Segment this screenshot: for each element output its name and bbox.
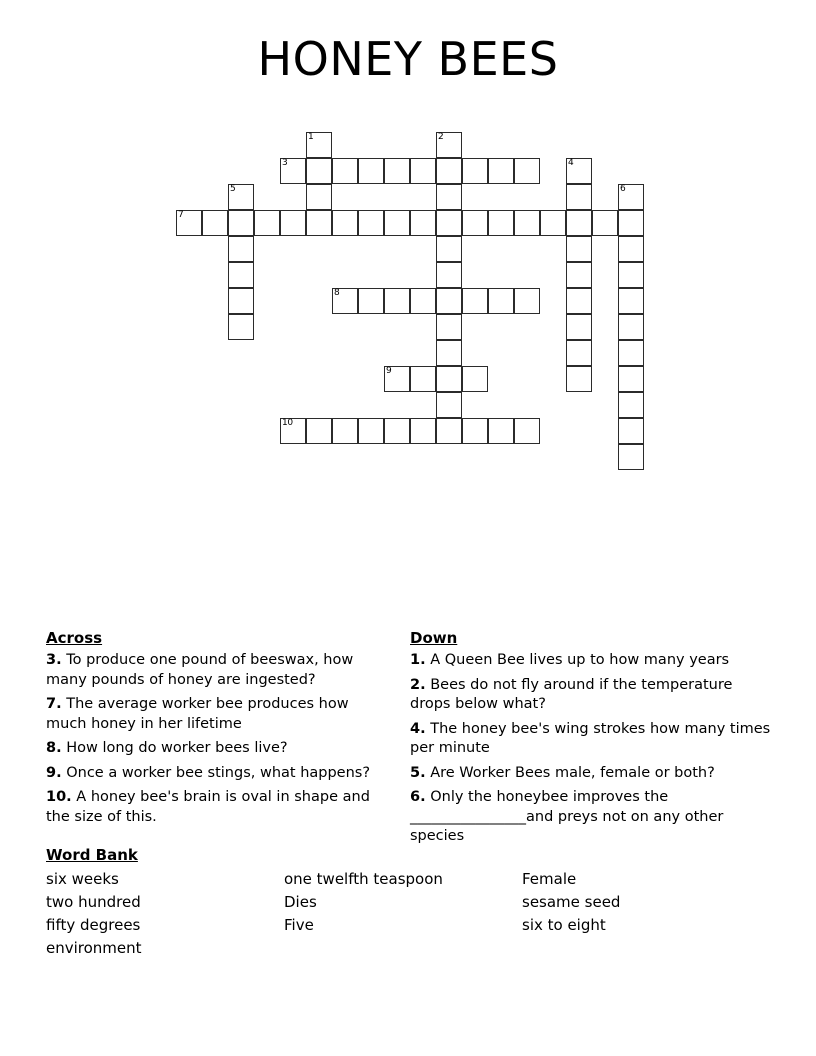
crossword-cell[interactable] — [410, 288, 436, 314]
clues-down-list — [410, 651, 772, 847]
crossword-cell[interactable] — [384, 210, 410, 236]
clue-item-down-1 — [410, 651, 772, 671]
crossword-cell-number: 4 — [568, 158, 574, 168]
crossword-cell[interactable] — [566, 314, 592, 340]
clue-number: 1. — [410, 652, 426, 668]
clue-item-across-9 — [46, 764, 390, 784]
crossword-cell[interactable] — [202, 210, 228, 236]
word-bank-word: Five — [284, 916, 314, 934]
clue-number: 5. — [410, 764, 426, 781]
crossword-cell[interactable] — [514, 288, 540, 314]
page-title: HONEY BEES — [257, 32, 559, 86]
crossword-cell[interactable] — [618, 184, 644, 210]
crossword-cell-number: 8 — [334, 288, 340, 298]
word-bank-word: two hundred — [46, 893, 141, 911]
crossword-cell[interactable] — [280, 210, 306, 236]
word-bank-columns — [46, 868, 776, 960]
clues-section — [0, 628, 816, 844]
crossword-cell[interactable] — [306, 210, 332, 236]
clues-down-column — [410, 628, 772, 852]
word-bank-word: environment — [46, 939, 142, 957]
crossword-cell[interactable] — [358, 418, 384, 444]
crossword-cell[interactable] — [228, 262, 254, 288]
clues-down-heading: Down — [410, 629, 458, 647]
crossword-cell[interactable] — [358, 210, 384, 236]
word-bank-column — [284, 868, 522, 960]
crossword-cell[interactable] — [514, 210, 540, 236]
word-bank-word: six to eight — [522, 916, 606, 934]
crossword-cell[interactable] — [384, 366, 410, 392]
crossword-cell[interactable] — [488, 418, 514, 444]
crossword-cell-number: 1 — [308, 132, 314, 142]
clue-text: Bees do not fly around if the temperature drops below what? — [410, 676, 733, 712]
crossword-cell[interactable] — [332, 288, 358, 314]
crossword-cell[interactable] — [228, 288, 254, 314]
word-bank-column — [46, 868, 284, 960]
clue-number: 8. — [46, 740, 62, 756]
clue-number: 9. — [46, 764, 62, 781]
crossword-cell[interactable] — [436, 392, 462, 418]
crossword-cell[interactable] — [176, 210, 202, 236]
clue-text: The honey bee's wing strokes how many times per minute — [410, 720, 771, 756]
crossword-cell[interactable] — [566, 340, 592, 366]
clue-text: Once a worker bee stings, what happens? — [61, 764, 371, 781]
crossword-cell[interactable] — [358, 288, 384, 314]
crossword-cell[interactable] — [618, 314, 644, 340]
word-bank-heading: Word Bank — [46, 846, 138, 864]
clue-text: To produce one pound of beeswax, how many pounds of honey are ingested? — [46, 652, 354, 688]
crossword-cell[interactable] — [384, 158, 410, 184]
word-bank-word: Dies — [284, 893, 317, 911]
crossword-cell-number: 10 — [282, 418, 293, 428]
crossword-cell[interactable] — [436, 314, 462, 340]
crossword-cell[interactable] — [228, 184, 254, 210]
crossword-cell[interactable] — [410, 210, 436, 236]
crossword-cell[interactable] — [618, 262, 644, 288]
crossword-cell[interactable] — [280, 418, 306, 444]
clue-item-down-5 — [410, 764, 772, 784]
crossword-cell[interactable] — [436, 340, 462, 366]
crossword-cell[interactable] — [488, 210, 514, 236]
crossword-cell[interactable] — [332, 210, 358, 236]
word-bank-word: Female — [522, 870, 577, 888]
clue-item-across-8 — [46, 739, 390, 759]
word-bank-word: sesame seed — [522, 893, 621, 911]
crossword-cell[interactable] — [566, 158, 592, 184]
crossword-cell[interactable] — [410, 418, 436, 444]
crossword-cell[interactable] — [488, 288, 514, 314]
crossword-cell[interactable] — [436, 158, 462, 184]
crossword-cell[interactable] — [514, 158, 540, 184]
clues-across-column — [46, 628, 390, 832]
crossword-cell[interactable] — [332, 418, 358, 444]
crossword-cell[interactable] — [410, 158, 436, 184]
clue-item-down-2 — [410, 676, 772, 715]
crossword-grid — [0, 0, 816, 500]
crossword-cell[interactable] — [306, 418, 332, 444]
crossword-cell[interactable] — [436, 184, 462, 210]
clue-number: 4. — [410, 720, 426, 737]
clue-text: Only the honeybee improves the ________________and preys not on any other species — [410, 789, 724, 844]
crossword-cell-number: 2 — [438, 132, 444, 142]
clue-number: 3. — [46, 652, 62, 668]
crossword-cell-number: 7 — [178, 210, 184, 220]
crossword-cell[interactable] — [254, 210, 280, 236]
crossword-cell[interactable] — [618, 392, 644, 418]
clue-item-down-4 — [410, 720, 772, 759]
crossword-cell[interactable] — [436, 288, 462, 314]
crossword-cell-number: 9 — [386, 366, 392, 376]
crossword-cell[interactable] — [618, 366, 644, 392]
crossword-cell[interactable] — [228, 314, 254, 340]
clue-text: A honey bee's brain is oval in shape and the size of this. — [46, 789, 370, 825]
crossword-cell[interactable] — [514, 418, 540, 444]
crossword-cell-number: 6 — [620, 184, 626, 194]
crossword-cell[interactable] — [228, 236, 254, 262]
crossword-cell[interactable] — [332, 158, 358, 184]
crossword-cell[interactable] — [618, 236, 644, 262]
crossword-cell[interactable] — [618, 418, 644, 444]
crossword-cell[interactable] — [384, 288, 410, 314]
crossword-cell[interactable] — [410, 366, 436, 392]
crossword-cell[interactable] — [436, 210, 462, 236]
crossword-cell[interactable] — [488, 158, 514, 184]
crossword-cell[interactable] — [462, 288, 488, 314]
clues-across-list — [46, 651, 390, 827]
crossword-cell[interactable] — [618, 444, 644, 470]
clue-text: How long do worker bees live? — [61, 740, 288, 756]
clue-text: Are Worker Bees male, female or both? — [425, 764, 715, 781]
word-bank-column — [522, 868, 760, 960]
crossword-cell[interactable] — [436, 236, 462, 262]
word-bank-section — [46, 845, 776, 960]
crossword-cell[interactable] — [306, 184, 332, 210]
crossword-cell[interactable] — [436, 366, 462, 392]
crossword-cell[interactable] — [618, 210, 644, 236]
crossword-cell[interactable] — [566, 262, 592, 288]
word-bank-word: one twelfth teaspoon — [284, 870, 443, 888]
word-bank-word: six weeks — [46, 870, 119, 888]
crossword-cell[interactable] — [436, 132, 462, 158]
crossword-cell[interactable] — [618, 340, 644, 366]
clue-item-across-3 — [46, 651, 390, 690]
clues-across-heading: Across — [46, 629, 103, 647]
clue-number: 6. — [410, 789, 426, 805]
crossword-cell[interactable] — [306, 158, 332, 184]
crossword-cell[interactable] — [566, 288, 592, 314]
crossword-cell[interactable] — [566, 366, 592, 392]
crossword-cell[interactable] — [280, 158, 306, 184]
crossword-cell-number: 5 — [230, 184, 236, 194]
crossword-cell-number: 3 — [282, 158, 288, 168]
crossword-cell[interactable] — [592, 210, 618, 236]
word-bank-word: fifty degrees — [46, 916, 141, 934]
crossword-cell[interactable] — [306, 132, 332, 158]
crossword-cell[interactable] — [618, 288, 644, 314]
crossword-cell[interactable] — [462, 418, 488, 444]
clue-text: A Queen Bee lives up to how many years — [425, 652, 730, 668]
clue-item-down-6 — [410, 788, 772, 847]
crossword-cell[interactable] — [228, 210, 254, 236]
crossword-cell[interactable] — [436, 262, 462, 288]
crossword-cell[interactable] — [566, 184, 592, 210]
crossword-cell[interactable] — [566, 210, 592, 236]
crossword-cell[interactable] — [436, 418, 462, 444]
crossword-cell[interactable] — [358, 158, 384, 184]
crossword-cell[interactable] — [462, 366, 488, 392]
clue-text: The average worker bee produces how much honey in her lifetime — [46, 696, 349, 732]
crossword-cell[interactable] — [462, 210, 488, 236]
clue-item-across-7 — [46, 695, 390, 734]
crossword-cell[interactable] — [384, 418, 410, 444]
crossword-cell[interactable] — [540, 210, 566, 236]
crossword-cell[interactable] — [462, 158, 488, 184]
clue-item-across-10 — [46, 788, 390, 827]
crossword-cell[interactable] — [566, 236, 592, 262]
clue-number: 2. — [410, 676, 426, 693]
clue-number: 10. — [46, 789, 72, 805]
clue-number: 7. — [46, 696, 62, 712]
